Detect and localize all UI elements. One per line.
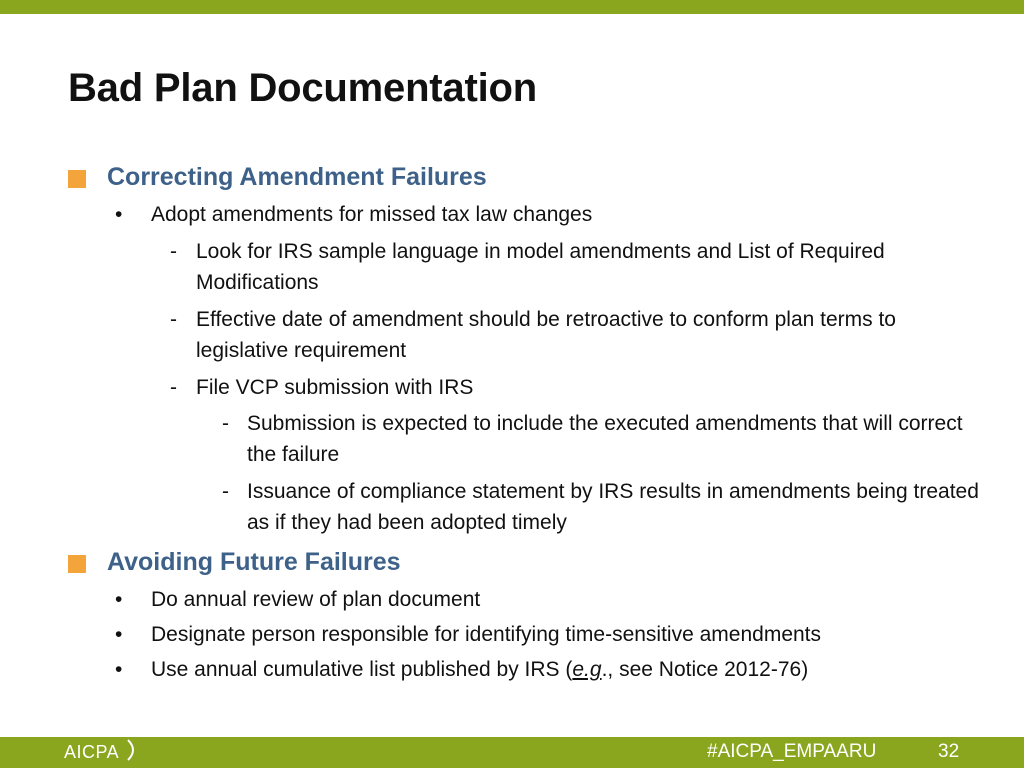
bullet-text: Adopt amendments for missed tax law changes: [151, 203, 593, 226]
bullet-text: Designate person responsible for identifying time-sensitive amendments: [151, 623, 822, 646]
bullet-text: Do annual review of plan document: [151, 588, 481, 611]
top-accent-bar: [0, 0, 1024, 14]
page-number: 32: [938, 741, 960, 762]
sub-bullet-text: Look for IRS sample language in model amendments and List of Required Modifications: [196, 240, 885, 294]
sub-sub-bullet-text: Issuance of compliance statement by IRS results in amendments being treated as if they had been adopted timely: [247, 480, 979, 534]
dash-icon: -: [222, 412, 229, 435]
bullet-text-pre: Use annual cumulative list published by IRS (: [151, 658, 573, 681]
eg-emphasis: e.g: [572, 658, 602, 681]
dash-icon: -: [170, 240, 177, 263]
bullet-text-notice: [151, 658, 808, 682]
dash-icon: -: [222, 480, 229, 503]
dash-icon: -: [170, 376, 177, 399]
slide-title: Bad Plan Documentation: [68, 66, 537, 110]
dash-icon: -: [170, 308, 177, 331]
aicpa-logo: [64, 740, 119, 764]
bullet-icon: •: [115, 658, 123, 681]
sub-bullet-text: File VCP submission with IRS: [196, 376, 474, 399]
logo-text: AICPA: [64, 742, 120, 762]
square-bullet-icon: [68, 555, 86, 573]
sub-bullet-text: Effective date of amendment should be retroactive to conform plan terms to legislative requirement: [196, 308, 896, 362]
bullet-icon: •: [115, 203, 123, 226]
bullet-text-post: ., see Notice 2012-76): [601, 658, 809, 681]
bullet-icon: •: [115, 588, 123, 611]
square-bullet-icon: [68, 170, 86, 188]
footer-hashtag: #AICPA_EMPAARU: [707, 741, 877, 762]
bullet-icon: •: [115, 623, 123, 646]
sub-sub-bullet-text: Submission is expected to include the executed amendments that will correct the failure: [247, 412, 963, 466]
logo-swoosh-icon: [126, 738, 140, 762]
section-heading-correcting: Correcting Amendment Failures: [107, 163, 487, 191]
section-heading-avoiding: Avoiding Future Failures: [107, 548, 401, 576]
